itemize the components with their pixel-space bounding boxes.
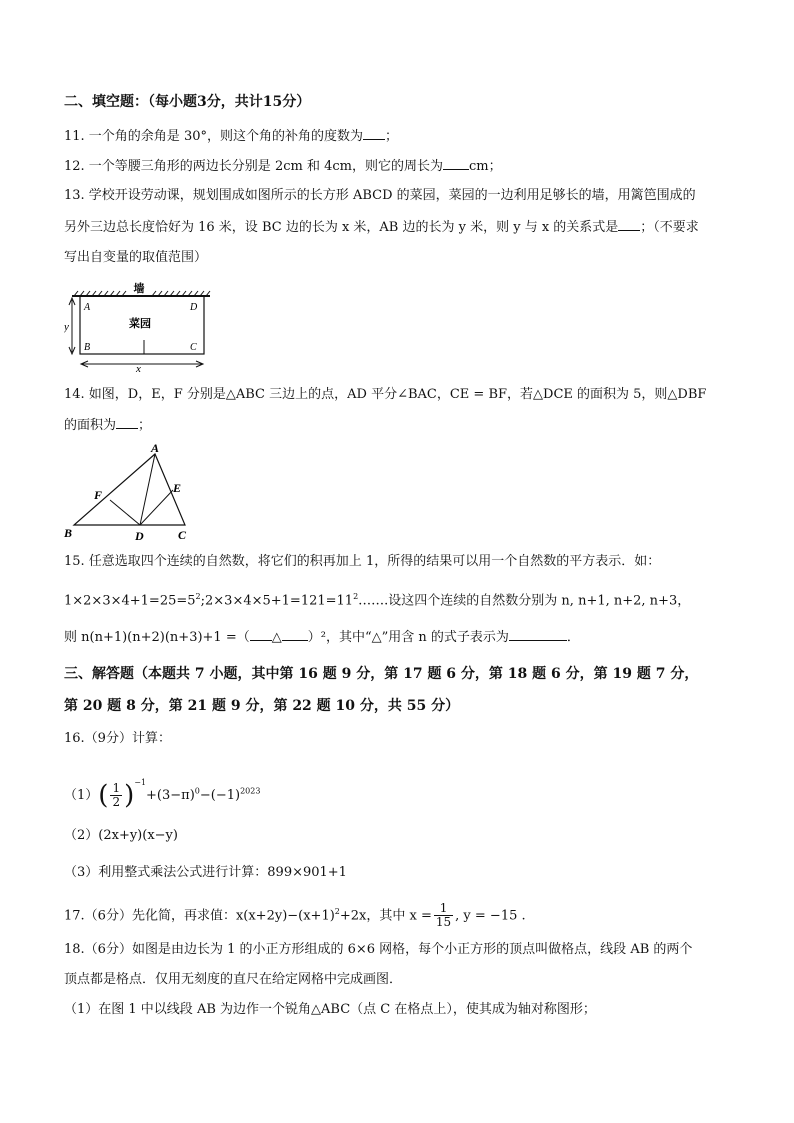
- q15-example-1: 1×2×3×4+1=25=5: [64, 593, 196, 609]
- q15-line3-text: ）²，其中“△”用含 n 的式子表示为: [307, 630, 509, 645]
- q16-part2: （2）(2x+y)(x−y): [64, 828, 178, 843]
- q15-line3: [64, 628, 580, 647]
- q15-blank-a: [250, 628, 272, 641]
- q16-exp3: 2023: [240, 786, 261, 796]
- q18-line3: （1）在图 1 中以线段 AB 为边作一个锐角△ABC（点 C 在格点上），使其成为轴对称图形；: [64, 1002, 596, 1017]
- q13-line2-text: 另外三边总长度恰好为 16 米，设 BC 边的长为 x 米，AB 边的长为 y 米，则 y 与 x 的关系式是: [64, 220, 619, 235]
- section3-title-2: 第 20 题 8 分，第 21 题 9 分，第 22 题 10 分，共 55 分）: [64, 698, 460, 714]
- label-b: B: [64, 526, 73, 540]
- q15-triangle: △: [271, 630, 282, 645]
- q11-text: 11. 一个角的余角是 30°，则这个角的补角的度数为: [64, 129, 363, 144]
- point-c: C: [190, 342, 197, 353]
- q15-line2: [64, 588, 690, 610]
- q11-blank: [363, 127, 385, 140]
- q15-blank-b: [282, 628, 308, 641]
- q17-frac-num: 1: [434, 902, 453, 916]
- q15-answer-blank: [509, 628, 567, 641]
- q15-line1: 15. 任意选取四个连续的自然数，将它们的积再加上 1，所得的结果可以用一个自然数的平方表示．如：: [64, 554, 661, 569]
- q17-fraction: [434, 902, 453, 929]
- q15-exp-1: 2: [195, 592, 201, 601]
- q13-blank: [618, 218, 640, 231]
- q17-text: 17.（6分）先化简，再求值：x(x+2y)−(x+1): [64, 908, 335, 924]
- segment-ed: [140, 490, 173, 525]
- q16-p1-label: （1）: [64, 788, 99, 803]
- q16-exp2: 0: [194, 786, 200, 796]
- q12-text-end: cm；: [468, 159, 502, 174]
- q14-line2-text: 的面积为: [64, 418, 117, 433]
- triangle-abc: [74, 454, 185, 525]
- q13-line2: [64, 218, 699, 237]
- q16-head: 16.（9分）计算：: [64, 731, 171, 746]
- q14-line1: 14. 如图，D，E，F 分别是△ABC 三边上的点，AD 平分∠BAC，CE = BF，若△DCE 的面积为 5，则△DBF: [64, 387, 707, 402]
- q13-line2-end: ；（不要求: [640, 220, 699, 235]
- q17-frac-den: 15: [435, 915, 452, 930]
- question-11: [64, 127, 398, 146]
- q18-line2: 顶点都是格点．仅用无刻度的直尺在给定网格中完成画图．: [64, 972, 403, 987]
- q16-paren-close: ): [124, 780, 135, 811]
- q15-exp-2: 2: [353, 592, 359, 601]
- question-12: [64, 157, 502, 176]
- label-d: D: [135, 529, 144, 543]
- label-a: A: [151, 441, 160, 455]
- q14-blank: [116, 416, 138, 429]
- q18-line1: 18.（6分）如图是由边长为 1 的小正方形组成的 6×6 网格，每个小正方形的顶点叫做格点，线段 AB 的两个: [64, 942, 693, 957]
- q17-exp: 2: [334, 907, 340, 916]
- q15-example-2: ;2×3×4×5+1=121=11: [200, 593, 354, 609]
- q13-line1: 13. 学校开设劳动课，规划围成如图所示的长方形 ABCD 的菜园，菜园的一边利用足够长的墙，用篱笆围成的: [64, 188, 696, 203]
- point-b: B: [84, 342, 91, 353]
- wall-label: 墙: [133, 283, 145, 295]
- q16-p1-end: −(−1): [199, 788, 241, 803]
- q15-formula: 则 n(n+1)(n+2)(n+3)+1 =（: [64, 630, 250, 645]
- garden-label: 菜园: [129, 318, 151, 330]
- q16-part1: [64, 766, 260, 813]
- q16-fraction: [110, 782, 122, 809]
- q16-frac-num: 1: [112, 781, 121, 795]
- q14-line2: [64, 416, 151, 435]
- q16-part3: （3）利用整式乘法公式进行计算：899×901+1: [64, 865, 347, 880]
- question-17: [64, 898, 526, 930]
- section3-title-1: 三、解答题（本题共 7 小题，其中第 16 题 9 分，第 17 题 6 分，第 18 题 6 分，第 19 题 7 分，: [64, 666, 699, 682]
- q16-frac-den: 2: [112, 795, 121, 809]
- q17-text-b: +2x，其中 x =: [339, 908, 432, 924]
- point-d: D: [190, 302, 198, 313]
- q11-text-end: ；: [384, 129, 398, 144]
- q12-blank: [443, 157, 469, 170]
- triangle-figure: [60, 440, 200, 544]
- section2-title: 二、填空题：（每小题3分，共计15分）: [64, 94, 311, 110]
- q15-line2-end: …….设这四个连续的自然数分别为 n, n+1, n+2, n+3，: [358, 593, 691, 609]
- q16-paren-open: (: [98, 780, 109, 811]
- q14-line2-end: ；: [138, 418, 152, 433]
- q12-text: 12. 一个等腰三角形的两边长分别是 2cm 和 4cm，则它的周长为: [64, 159, 443, 174]
- label-e: E: [173, 481, 182, 495]
- segment-fd: [110, 500, 140, 525]
- x-label: x: [136, 363, 141, 375]
- label-f: F: [94, 488, 103, 502]
- q17-text-c: , y = −15 .: [455, 908, 526, 924]
- label-c: C: [178, 528, 187, 542]
- q13-line3: 写出自变量的取值范围）: [64, 250, 208, 265]
- point-a: A: [84, 302, 91, 313]
- garden-figure: [64, 280, 214, 375]
- q16-p1-mid: +(3−π): [146, 788, 195, 803]
- q15-line3-end: ．: [566, 630, 580, 645]
- y-label: y: [64, 321, 69, 333]
- q16-exp1: −1: [134, 778, 147, 787]
